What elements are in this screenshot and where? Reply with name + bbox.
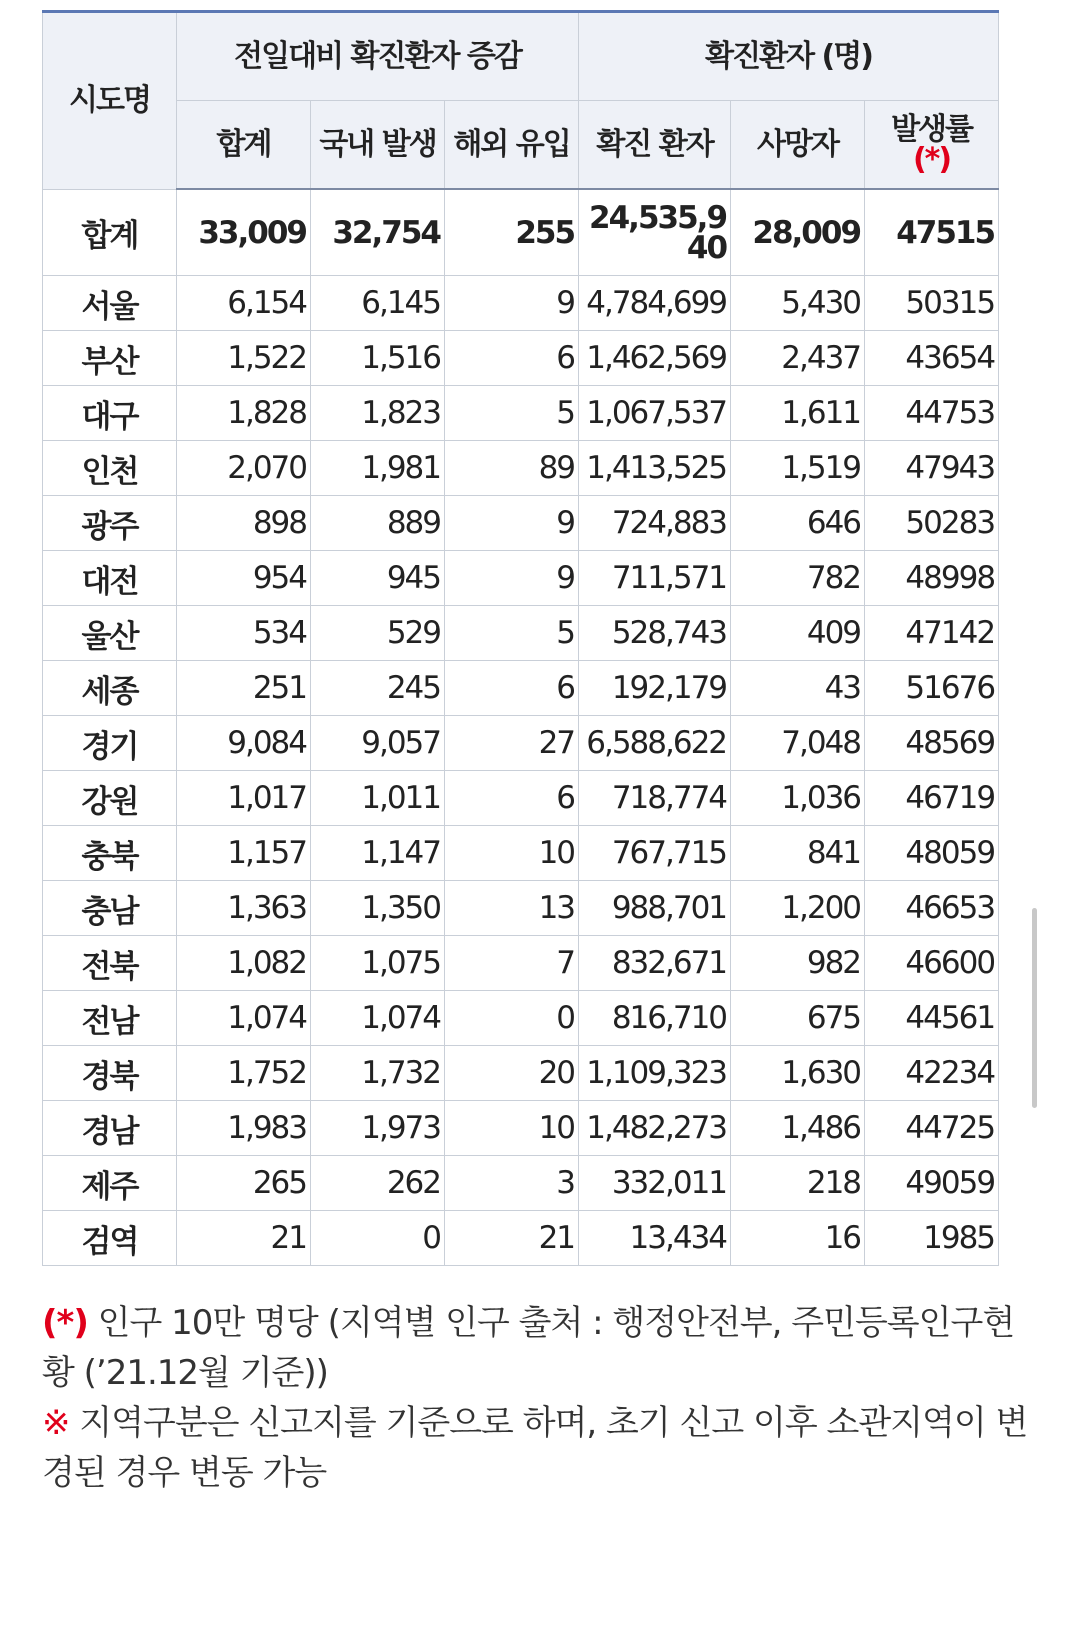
header-incidence-label: 발생률 bbox=[891, 111, 973, 147]
cell-deaths: 1,200 bbox=[731, 881, 865, 936]
total-domestic: 32,754 bbox=[311, 189, 445, 276]
table-header bbox=[43, 12, 999, 190]
cell-region: 경기 bbox=[43, 716, 177, 771]
cell-domestic: 1,147 bbox=[311, 826, 445, 881]
cell-sum: 1,074 bbox=[177, 991, 311, 1046]
total-confirmed: 24,535,940 bbox=[579, 189, 731, 276]
cell-confirmed: 1,109,323 bbox=[579, 1046, 731, 1101]
cell-overseas: 5 bbox=[445, 386, 579, 441]
cell-sum: 251 bbox=[177, 661, 311, 716]
total-overseas: 255 bbox=[445, 189, 579, 276]
cell-confirmed: 711,571 bbox=[579, 551, 731, 606]
cell-confirmed: 1,067,537 bbox=[579, 386, 731, 441]
cell-domestic: 6,145 bbox=[311, 276, 445, 331]
cell-deaths: 7,048 bbox=[731, 716, 865, 771]
cell-confirmed: 1,413,525 bbox=[579, 441, 731, 496]
table-row bbox=[43, 441, 999, 496]
cell-overseas: 6 bbox=[445, 331, 579, 386]
cell-overseas: 20 bbox=[445, 1046, 579, 1101]
cell-sum: 1,157 bbox=[177, 826, 311, 881]
cell-rate: 49059 bbox=[865, 1156, 999, 1211]
header-sum: 합계 bbox=[177, 101, 311, 190]
cell-region: 충북 bbox=[43, 826, 177, 881]
header-overseas: 해외 유입 bbox=[445, 101, 579, 190]
table-row bbox=[43, 1211, 999, 1266]
cell-sum: 1,522 bbox=[177, 331, 311, 386]
cell-overseas: 3 bbox=[445, 1156, 579, 1211]
cell-region: 대구 bbox=[43, 386, 177, 441]
cell-sum: 1,017 bbox=[177, 771, 311, 826]
cell-overseas: 5 bbox=[445, 606, 579, 661]
cell-confirmed: 6,588,622 bbox=[579, 716, 731, 771]
cell-sum: 1,752 bbox=[177, 1046, 311, 1101]
cell-rate: 46600 bbox=[865, 936, 999, 991]
cell-region: 경북 bbox=[43, 1046, 177, 1101]
cell-domestic: 1,732 bbox=[311, 1046, 445, 1101]
table-row bbox=[43, 661, 999, 716]
table-row bbox=[43, 881, 999, 936]
cell-deaths: 1,611 bbox=[731, 386, 865, 441]
table-row bbox=[43, 1156, 999, 1211]
table-body bbox=[43, 189, 999, 1266]
cell-rate: 48569 bbox=[865, 716, 999, 771]
table-row bbox=[43, 771, 999, 826]
cell-overseas: 27 bbox=[445, 716, 579, 771]
cell-deaths: 43 bbox=[731, 661, 865, 716]
cell-sum: 21 bbox=[177, 1211, 311, 1266]
cell-overseas: 10 bbox=[445, 826, 579, 881]
cell-overseas: 9 bbox=[445, 496, 579, 551]
cell-domestic: 1,823 bbox=[311, 386, 445, 441]
cell-domestic: 945 bbox=[311, 551, 445, 606]
cell-overseas: 9 bbox=[445, 551, 579, 606]
cell-region: 광주 bbox=[43, 496, 177, 551]
cell-deaths: 1,486 bbox=[731, 1101, 865, 1156]
cell-domestic: 9,057 bbox=[311, 716, 445, 771]
cell-rate: 1985 bbox=[865, 1211, 999, 1266]
cell-rate: 44561 bbox=[865, 991, 999, 1046]
footnote-asterisk: (*) bbox=[42, 1303, 88, 1343]
cell-deaths: 218 bbox=[731, 1156, 865, 1211]
cell-region: 서울 bbox=[43, 276, 177, 331]
cell-domestic: 1,075 bbox=[311, 936, 445, 991]
cell-region: 전남 bbox=[43, 991, 177, 1046]
header-deaths: 사망자 bbox=[731, 101, 865, 190]
cell-deaths: 1,630 bbox=[731, 1046, 865, 1101]
cell-overseas: 6 bbox=[445, 661, 579, 716]
cell-confirmed: 4,784,699 bbox=[579, 276, 731, 331]
cell-sum: 898 bbox=[177, 496, 311, 551]
table-row bbox=[43, 386, 999, 441]
cell-rate: 46719 bbox=[865, 771, 999, 826]
footnotes bbox=[42, 1298, 1032, 1498]
cell-confirmed: 724,883 bbox=[579, 496, 731, 551]
cell-rate: 48059 bbox=[865, 826, 999, 881]
cell-deaths: 982 bbox=[731, 936, 865, 991]
covid-status-table-container bbox=[42, 10, 998, 1266]
cell-domestic: 1,973 bbox=[311, 1101, 445, 1156]
table-row bbox=[43, 1101, 999, 1156]
cell-deaths: 1,519 bbox=[731, 441, 865, 496]
cell-rate: 43654 bbox=[865, 331, 999, 386]
table-row bbox=[43, 991, 999, 1046]
cell-sum: 1,828 bbox=[177, 386, 311, 441]
table-row-total bbox=[43, 189, 999, 276]
cell-rate: 51676 bbox=[865, 661, 999, 716]
cell-confirmed: 988,701 bbox=[579, 881, 731, 936]
cell-region: 경남 bbox=[43, 1101, 177, 1156]
cell-confirmed: 528,743 bbox=[579, 606, 731, 661]
cell-deaths: 409 bbox=[731, 606, 865, 661]
vertical-scrollbar[interactable] bbox=[1032, 908, 1037, 1108]
cell-deaths: 5,430 bbox=[731, 276, 865, 331]
cell-overseas: 13 bbox=[445, 881, 579, 936]
cell-confirmed: 1,462,569 bbox=[579, 331, 731, 386]
cell-region: 부산 bbox=[43, 331, 177, 386]
table-row bbox=[43, 496, 999, 551]
cell-domestic: 889 bbox=[311, 496, 445, 551]
cell-region: 제주 bbox=[43, 1156, 177, 1211]
header-change-group: 전일대비 확진환자 증감 bbox=[177, 12, 579, 101]
footnote-1 bbox=[42, 1298, 1032, 1398]
footnote-2-text: 지역구분은 신고지를 기준으로 하며, 초기 신고 이후 소관지역이 변경된 경우 변동 가능 bbox=[42, 1403, 1028, 1493]
cell-overseas: 7 bbox=[445, 936, 579, 991]
cell-overseas: 89 bbox=[445, 441, 579, 496]
cell-sum: 9,084 bbox=[177, 716, 311, 771]
cell-rate: 44725 bbox=[865, 1101, 999, 1156]
cell-confirmed: 192,179 bbox=[579, 661, 731, 716]
cell-confirmed: 832,671 bbox=[579, 936, 731, 991]
cell-deaths: 16 bbox=[731, 1211, 865, 1266]
cell-deaths: 2,437 bbox=[731, 331, 865, 386]
cell-rate: 50315 bbox=[865, 276, 999, 331]
cell-domestic: 245 bbox=[311, 661, 445, 716]
cell-rate: 47142 bbox=[865, 606, 999, 661]
header-domestic: 국내 발생 bbox=[311, 101, 445, 190]
cell-overseas: 6 bbox=[445, 771, 579, 826]
cell-confirmed: 1,482,273 bbox=[579, 1101, 731, 1156]
cell-region: 충남 bbox=[43, 881, 177, 936]
total-rate: 47515 bbox=[865, 189, 999, 276]
cell-rate: 47943 bbox=[865, 441, 999, 496]
cell-overseas: 9 bbox=[445, 276, 579, 331]
table-row bbox=[43, 606, 999, 661]
cell-region: 울산 bbox=[43, 606, 177, 661]
cell-sum: 1,082 bbox=[177, 936, 311, 991]
cell-domestic: 1,981 bbox=[311, 441, 445, 496]
reference-mark-icon: ※ bbox=[42, 1403, 70, 1443]
cell-confirmed: 332,011 bbox=[579, 1156, 731, 1211]
cell-sum: 534 bbox=[177, 606, 311, 661]
table-row bbox=[43, 936, 999, 991]
cell-sum: 265 bbox=[177, 1156, 311, 1211]
header-confirmed-group: 확진환자 (명) bbox=[579, 12, 999, 101]
cell-deaths: 841 bbox=[731, 826, 865, 881]
cell-confirmed: 13,434 bbox=[579, 1211, 731, 1266]
cell-deaths: 675 bbox=[731, 991, 865, 1046]
cell-deaths: 1,036 bbox=[731, 771, 865, 826]
cell-deaths: 646 bbox=[731, 496, 865, 551]
cell-domestic: 1,011 bbox=[311, 771, 445, 826]
cell-rate: 48998 bbox=[865, 551, 999, 606]
table-row bbox=[43, 331, 999, 386]
cell-domestic: 0 bbox=[311, 1211, 445, 1266]
table-row bbox=[43, 716, 999, 771]
cell-rate: 46653 bbox=[865, 881, 999, 936]
cell-region: 세종 bbox=[43, 661, 177, 716]
cell-sum: 6,154 bbox=[177, 276, 311, 331]
covid-status-table bbox=[42, 10, 999, 1266]
footnote-2 bbox=[42, 1398, 1032, 1498]
table-row bbox=[43, 551, 999, 606]
cell-sum: 954 bbox=[177, 551, 311, 606]
cell-domestic: 1,350 bbox=[311, 881, 445, 936]
cell-overseas: 0 bbox=[445, 991, 579, 1046]
cell-sum: 2,070 bbox=[177, 441, 311, 496]
total-sum: 33,009 bbox=[177, 189, 311, 276]
cell-region: 강원 bbox=[43, 771, 177, 826]
cell-deaths: 782 bbox=[731, 551, 865, 606]
cell-rate: 42234 bbox=[865, 1046, 999, 1101]
cell-domestic: 529 bbox=[311, 606, 445, 661]
header-incidence bbox=[865, 101, 999, 190]
cell-overseas: 21 bbox=[445, 1211, 579, 1266]
footnote-1-text: 인구 10만 명당 (지역별 인구 출처 : 행정안전부, 주민등록인구현황 (’21.12월 기준)) bbox=[42, 1303, 1015, 1393]
cell-sum: 1,983 bbox=[177, 1101, 311, 1156]
cell-rate: 44753 bbox=[865, 386, 999, 441]
cell-region: 인천 bbox=[43, 441, 177, 496]
header-confirmed: 확진 환자 bbox=[579, 101, 731, 190]
cell-sum: 1,363 bbox=[177, 881, 311, 936]
cell-overseas: 10 bbox=[445, 1101, 579, 1156]
cell-domestic: 1,516 bbox=[311, 331, 445, 386]
table-row bbox=[43, 826, 999, 881]
cell-confirmed: 718,774 bbox=[579, 771, 731, 826]
total-deaths: 28,009 bbox=[731, 189, 865, 276]
cell-region: 전북 bbox=[43, 936, 177, 991]
header-region: 시도명 bbox=[43, 12, 177, 190]
table-row bbox=[43, 276, 999, 331]
total-region: 합계 bbox=[43, 189, 177, 276]
header-incidence-asterisk: (*) bbox=[912, 141, 951, 177]
cell-confirmed: 767,715 bbox=[579, 826, 731, 881]
table-row bbox=[43, 1046, 999, 1101]
cell-region: 검역 bbox=[43, 1211, 177, 1266]
cell-region: 대전 bbox=[43, 551, 177, 606]
cell-domestic: 262 bbox=[311, 1156, 445, 1211]
cell-confirmed: 816,710 bbox=[579, 991, 731, 1046]
cell-domestic: 1,074 bbox=[311, 991, 445, 1046]
cell-rate: 50283 bbox=[865, 496, 999, 551]
